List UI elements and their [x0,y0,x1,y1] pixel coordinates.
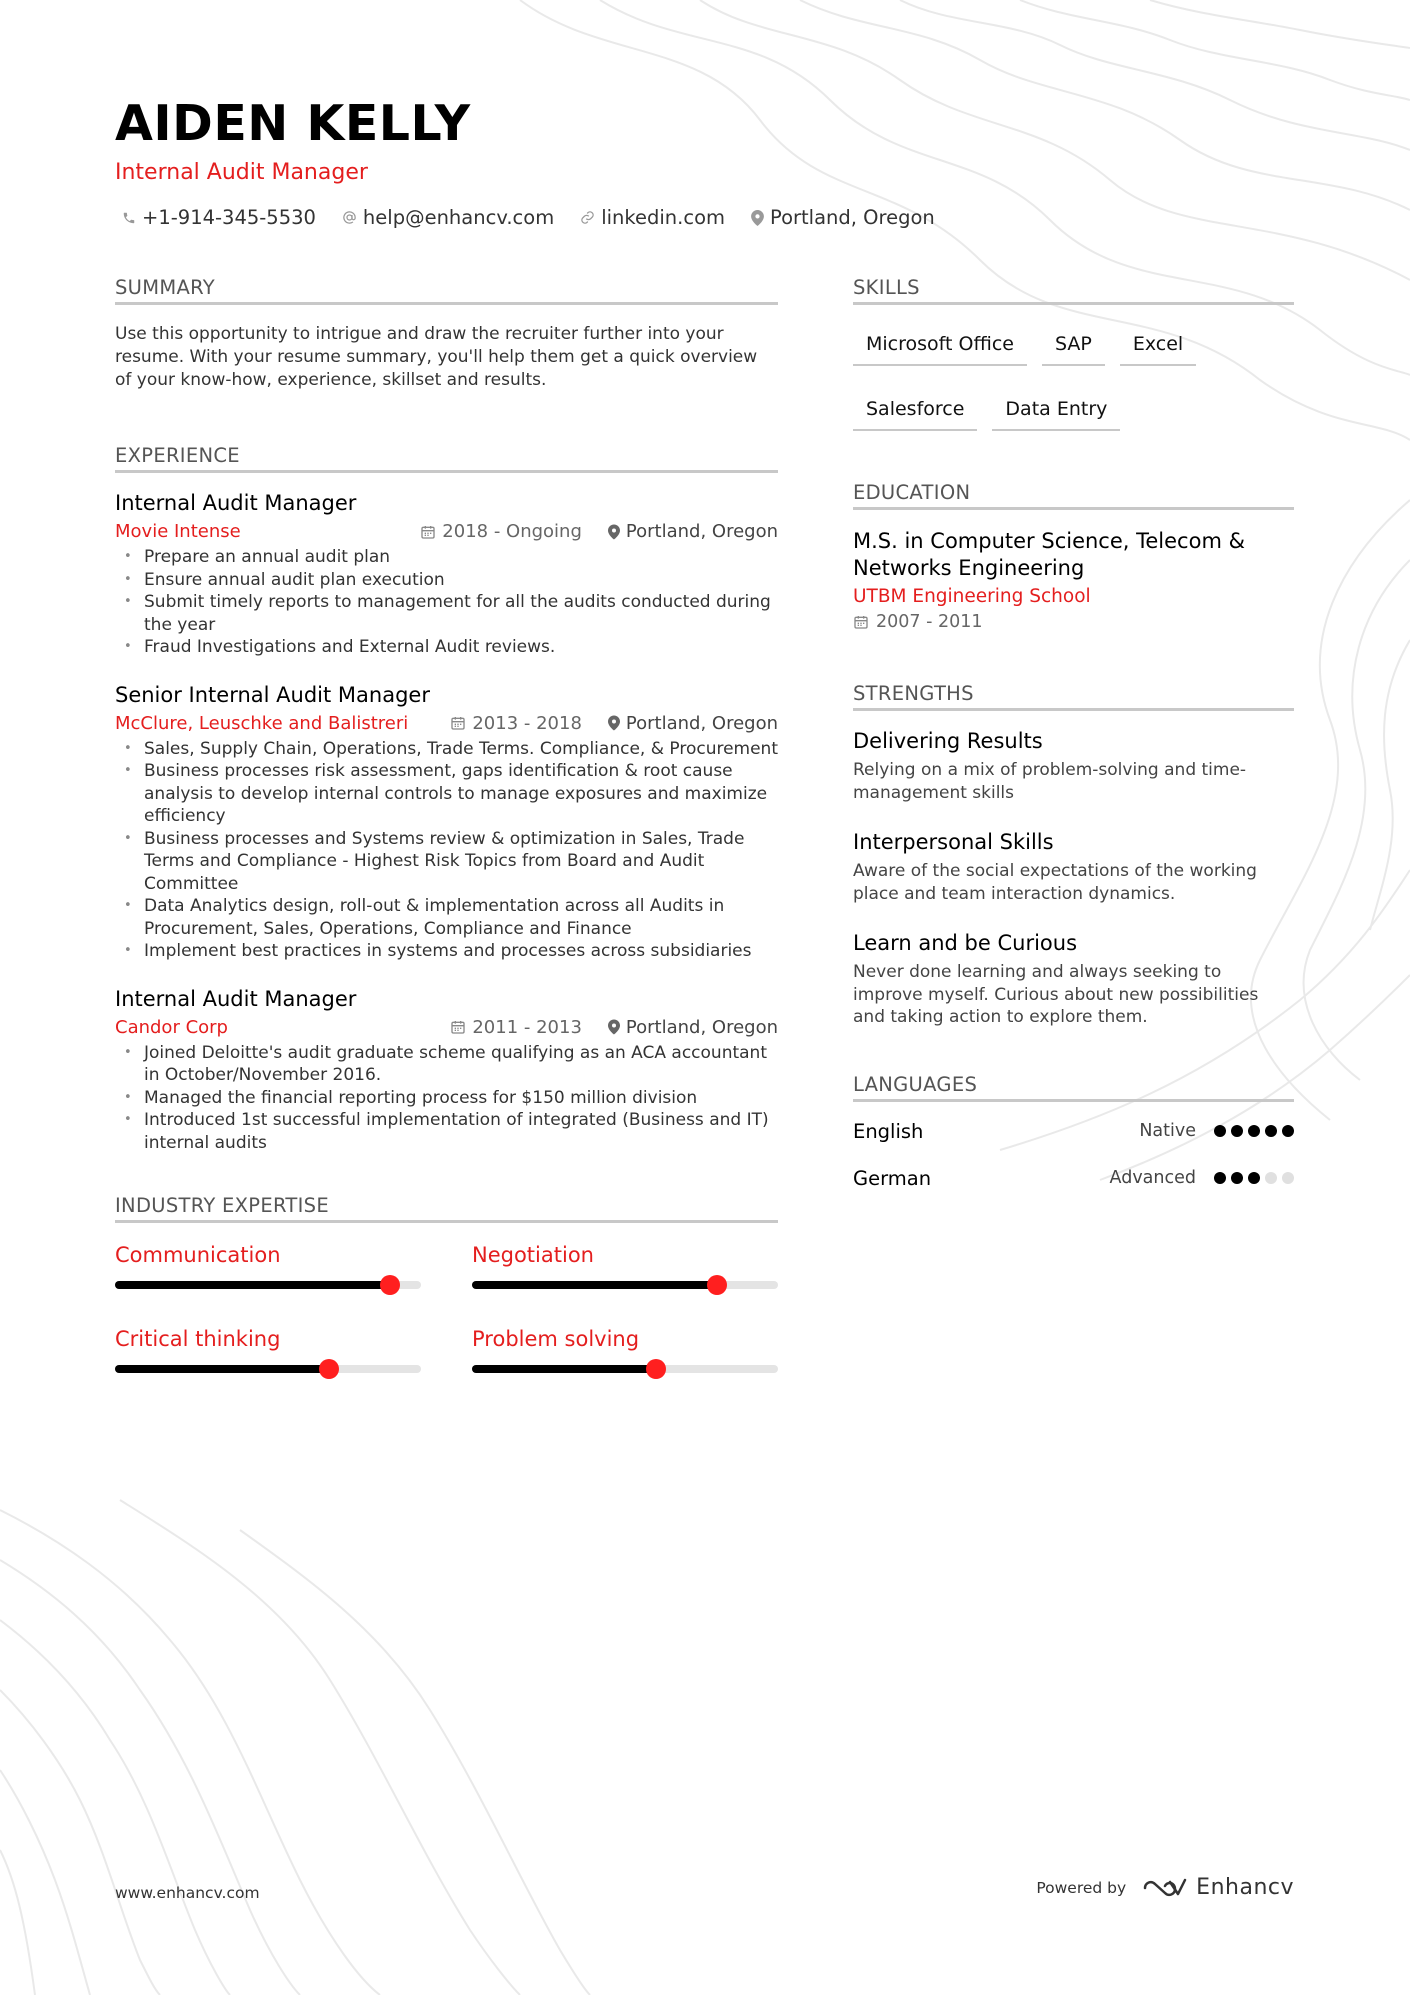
language-row [853,1167,1294,1190]
strength-item [853,729,1294,804]
proficiency-dot-filled [1214,1172,1226,1184]
job-bullet: • Managed the financial reporting process for $150 million division [144,1087,778,1110]
contact-linkedin-text: linkedin.com [601,206,725,229]
education-school: UTBM Engineering School [853,586,1091,607]
footer-branding[interactable] [1036,1875,1294,1900]
expertise-slider-fill [115,1281,390,1289]
job-entry [115,987,778,1155]
contact-linkedin[interactable] [580,206,725,229]
education-dates-row [853,612,1294,632]
job-bullets [115,546,778,659]
languages-heading: LANGUAGES [853,1073,1294,1102]
proficiency-dot-filled [1231,1125,1243,1137]
contact-phone-text: +1-914-345-5530 [142,206,316,229]
calendar-icon [450,1019,466,1035]
job-dates: 2013 - 2018 [472,712,582,734]
job-dates: 2011 - 2013 [472,1016,582,1038]
proficiency-dot-filled [1214,1125,1226,1137]
expertise-slider-track [115,1281,421,1289]
education-heading: EDUCATION [853,481,1294,510]
job-company: Candor Corp [115,1016,228,1038]
proficiency-dot-empty [1265,1172,1277,1184]
language-name: English [853,1119,924,1143]
expertise-item [472,1243,778,1289]
strength-item [853,830,1294,905]
skill-tag: Salesforce [853,388,977,431]
job-bullet: • Ensure annual audit plan execution [144,569,778,592]
proficiency-dot-filled [1248,1125,1260,1137]
left-column [115,276,778,1373]
contact-location [751,206,935,229]
job-company: Movie Intense [115,521,241,542]
job-bullet: • Fraud Investigations and External Audit reviews. [144,636,778,659]
expertise-label: Communication [115,1243,281,1267]
job-company: McClure, Leuschke and Balistreri [115,712,409,734]
job-bullets [115,738,778,963]
expertise-slider-knob [707,1275,727,1295]
summary-text: Use this opportunity to intrigue and draw the recruiter further into your resume. With your resume summary, you'll help them get a quick overview of your know-how, experience, skillset and results. [115,324,758,390]
skill-tag: Excel [1120,323,1196,366]
language-proficiency-dots [1214,1172,1294,1184]
language-name: German [853,1166,932,1190]
expertise-slider-track [472,1365,778,1373]
job-meta [115,713,778,734]
language-proficiency-dots [1214,1125,1294,1137]
contact-phone[interactable] [122,206,316,229]
expertise-slider-knob [319,1359,339,1379]
enhancv-logo-icon [1142,1877,1188,1899]
job-meta [115,1017,778,1038]
expertise-slider-fill [472,1281,717,1289]
language-level: Advanced [1109,1168,1196,1188]
expertise-label: Problem solving [472,1327,640,1351]
proficiency-dot-empty [1282,1172,1294,1184]
brand-logo [1142,1875,1294,1900]
skills-heading: SKILLS [853,276,1294,305]
job-bullet: • Introduced 1st successful implementation of integrated (Business and IT) internal audits [144,1109,778,1154]
brand-name: Enhancv [1196,1875,1294,1900]
expertise-grid [115,1243,778,1373]
skills-list [853,323,1294,431]
calendar-icon [420,524,436,540]
candidate-name: AIDEN KELLY [115,95,471,152]
job-bullet: • Business processes and Systems review & optimization in Sales, Trade Terms and Compliance - Highest Risk Topics from Board and Audit Committee [144,828,778,896]
contact-bar [122,206,935,229]
expertise-slider-knob [646,1359,666,1379]
proficiency-dot-filled [1282,1125,1294,1137]
job-entry [115,683,778,963]
expertise-item [115,1243,421,1289]
job-bullet: • Implement best practices in systems and processes across subsidiaries [144,940,778,963]
job-location: Portland, Oregon [625,712,778,734]
language-level: Native [1139,1121,1196,1141]
education-dates: 2007 - 2011 [876,612,983,632]
expertise-label: Negotiation [472,1243,594,1267]
job-bullet: • Sales, Supply Chain, Operations, Trade Terms. Compliance, & Procurement [144,738,778,761]
contact-email-text: help@enhancv.com [362,206,555,229]
expertise-slider-knob [380,1275,400,1295]
job-bullet: • Business processes risk assessment, gaps identification & root cause analysis to develop internal controls to manage exposures and maximize efficiency [144,760,778,828]
strength-description: Never done learning and always seeking to improve myself. Curious about new possibilities and taking action to explore them. [853,962,1259,1027]
job-entry [115,491,778,659]
job-location: Portland, Oregon [625,521,778,542]
phone-icon [122,211,136,225]
job-title: Internal Audit Manager [115,491,357,515]
expertise-item [472,1327,778,1373]
location-pin-icon [608,524,620,540]
at-icon [342,210,357,225]
right-column [853,276,1294,1214]
calendar-icon [450,715,466,731]
location-pin-icon [608,1019,620,1035]
strength-title: Learn and be Curious [853,931,1078,955]
job-bullet: • Prepare an annual audit plan [144,546,778,569]
job-bullet: • Submit timely reports to management for all the audits conducted during the year [144,591,778,636]
job-bullets [115,1042,778,1155]
calendar-icon [853,614,869,630]
expertise-item [115,1327,421,1373]
strengths-heading: STRENGTHS [853,682,1294,711]
skill-tag: SAP [1042,323,1105,366]
experience-heading: EXPERIENCE [115,444,778,473]
location-pin-icon [608,715,620,731]
proficiency-dot-filled [1265,1125,1277,1137]
strength-description: Aware of the social expectations of the working place and team interaction dynamics. [853,861,1257,904]
summary-heading: SUMMARY [115,276,778,305]
job-dates: 2018 - Ongoing [442,521,582,542]
location-pin-icon [751,210,764,226]
job-meta [115,521,778,542]
candidate-title: Internal Audit Manager [115,160,368,185]
strength-item [853,931,1294,1029]
proficiency-dot-filled [1248,1172,1260,1184]
expertise-slider-fill [472,1365,656,1373]
footer-website[interactable]: www.enhancv.com [115,1884,260,1902]
expertise-heading: INDUSTRY EXPERTISE [115,1194,778,1223]
education-degree: M.S. in Computer Science, Telecom & Networks Engineering [853,529,1245,580]
language-row [853,1120,1294,1143]
job-bullet: • Data Analytics design, roll-out & implementation across all Audits in Procurement, Sales, Operations, Compliance and Finance [144,895,778,940]
strength-description: Relying on a mix of problem-solving and time-management skills [853,760,1247,803]
skill-tag: Data Entry [992,388,1120,431]
expertise-slider-track [115,1365,421,1373]
job-title: Senior Internal Audit Manager [115,682,430,707]
expertise-slider-fill [115,1365,329,1373]
strength-title: Delivering Results [853,729,1043,753]
job-location: Portland, Oregon [625,1016,778,1038]
expertise-label: Critical thinking [115,1327,281,1351]
contact-location-text: Portland, Oregon [770,206,935,229]
skill-tag: Microsoft Office [853,323,1027,366]
expertise-slider-track [472,1281,778,1289]
proficiency-dot-filled [1231,1172,1243,1184]
powered-by-label: Powered by [1036,1878,1127,1897]
job-title: Internal Audit Manager [115,986,357,1011]
strength-title: Interpersonal Skills [853,830,1054,854]
contact-email[interactable] [342,206,554,229]
job-bullet: • Joined Deloitte's audit graduate scheme qualifying as an ACA accountant in October/November 2016. [144,1042,778,1087]
link-icon [580,210,595,225]
